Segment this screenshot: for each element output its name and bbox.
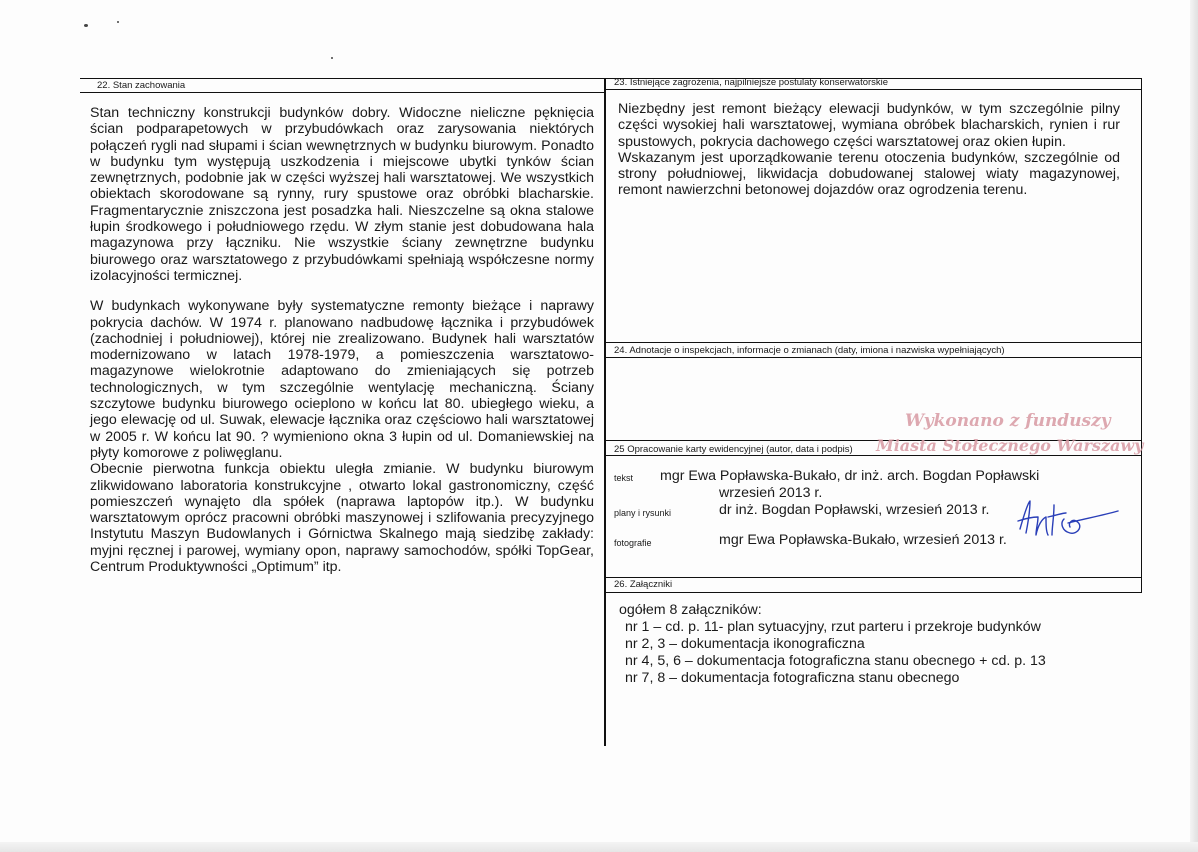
row-value-fotografie: mgr Ewa Popławska-Bukało, wrzesień 2013 r. [719, 532, 1007, 548]
scan-edge [0, 842, 1198, 852]
section23-paragraph: Wskazanym jest uporządkowanie terenu otoczenia budynków, szczególnie od strony południowej, likwidacja dobudowanej stalowej wiaty magazynowej, remont nawierzchni betonowej dojazdów oraz ogrodzenia terenu. [618, 149, 1120, 199]
section22-paragraph: Stan techniczny konstrukcji budynków dobry. Widoczne nieliczne pęknięcia ścian podparapetowych w przybudówkach oraz zarysowania niektórych połączeń rygli nad słupami i ścian wewnętrznych w budynku biurowym. Ponadto w budynku tym występują uszkodzenia i miejscowe ubytki tynków ścian zewnętrznych, podobnie jak w części wyższej hali warsztatowej. We wszystkich obiektach skorodowane są rynny, rury spustowe oraz obróbki blacharskie. Fragmentarycznie zniszczona jest posadzka hali. Nieszczelne są okna stalowe łupin środkowego i południowego rzędu. W złym stanie jest dobudowana hala magazynowa przy łączniku. Nie wszystkie ściany zewnętrzne budynku biurowego oraz warsztatowego z przybudówkami spełniają współczesne normy izolacyjności termicznej. [90, 105, 594, 284]
attachments-total: ogółem 8 załączników: [619, 602, 762, 618]
section23-paragraph: Niezbędny jest remont bieżący elewacji budynków, w tym szczególnie pilny części wysokiej hali warsztatowej, wymiana obróbek blacharskich, rynien i rur spustowych, pokrycia dachowego części warsztatowej oraz okien łupin. [618, 101, 1120, 150]
section25-header: 25 Opracowanie karty ewidencyjnej (autor, data i podpis) [614, 444, 853, 455]
section22-body [90, 105, 594, 575]
column-divider [604, 78, 606, 746]
funding-stamp-line1: Wykonano z funduszy [905, 411, 1111, 431]
attachments-list [625, 619, 1046, 687]
scan-speck [84, 24, 88, 27]
section22-paragraph: W budynkach wykonywane były systematyczne remonty bieżące i naprawy pokrycia dachów. W 1974 r. planowano nadbudowę łącznika i przybudówek (zachodniej i południowej), której nie zrealizowano. Budynek hali warsztatów modernizowano w latach 1978-1979, a pomieszczenia warsztatowo-magazynowe wielokrotnie adaptowano do zmieniających się potrzeb technologicznych, w tym szczególnie wentylację mechaniczną. Ściany szczytowe budynku biurowego ocieplono w końcu lat 80. ubiegłego wieku, a jego elewację od ul. Suwak, elewacje łącznika oraz częściowo hali warsztatowej w 2005 r. W końcu lat 90. ? wymieniono okna 3 łupin od ul. Domaniewskiej na płyty komorowe z poliwęglanu. [90, 298, 594, 461]
section26-top-line [606, 577, 1141, 578]
section26-header-line [606, 592, 1141, 593]
section24-header: 24. Adnotacje o inspekcjach, informacje o zmianach (daty, imiona i nazwiska wypełniających) [614, 345, 1005, 356]
row-label-plany: plany i rysunki [614, 508, 672, 518]
row-value-tekst: mgr Ewa Popławska-Bukało, dr inż. arch. Bogdan Popławski [660, 468, 1040, 484]
section22-header: 22. Stan zachowania [97, 80, 186, 91]
row-value-plany: dr inż. Bogdan Popławski, wrzesień 2013 r. [719, 502, 990, 518]
section23-header-line [606, 89, 1141, 90]
list-item: nr 1 – cd. p. 11- plan sytuacyjny, rzut parteru i przekroje budynków [625, 619, 1041, 635]
scan-edge [1190, 0, 1198, 852]
row-label-tekst: tekst [614, 473, 634, 483]
section24-top-line [606, 342, 1141, 343]
section23-header: 23. Istniejące zagrożenia, najpilniejsze postulaty konserwatorskie [614, 77, 889, 88]
row-label-fotografie: fotografie [614, 538, 652, 548]
section26-header: 26. Załączniki [614, 579, 673, 590]
list-item: nr 7, 8 – dokumentacja fotograficzna stanu obecnego [625, 670, 960, 686]
section22-header-line [80, 92, 604, 93]
row-value-tekst-date: wrzesień 2013 r. [719, 485, 823, 501]
section23-body [618, 101, 1120, 199]
top-border [80, 78, 1142, 79]
handwritten-signature [1014, 495, 1124, 545]
list-item: nr 2, 3 – dokumentacja ikonograficzna [625, 636, 865, 652]
funding-stamp-line2: Miasta Stołecznego Warszawy [876, 436, 1144, 455]
list-item: nr 4, 5, 6 – dokumentacja fotograficzna stanu obecnego + cd. p. 13 [625, 653, 1046, 669]
scan-speck [117, 21, 119, 23]
section22-paragraph: Obecnie pierwotna funkcja obiektu uległa zmianie. W budynku biurowym zlikwidowano laboratoria konstrukcyjne , otwarto lokal gastronomiczny, część pomieszczeń wynajęto dla spółek (naprawa laptopów itp.). W budynku warsztatowym oprócz pracowni obróbki maszynowej i szlifowania precyzyjnego Instytutu Maszyn Budowlanych i Górnictwa Skalnego mają siedzibę zakłady: myjni ręcznej i parowej, wymiany opon, naprawy samochodów, spółki TopGear, Centrum Produktywności „Optimum” itp. [90, 461, 594, 576]
scan-speck [331, 57, 333, 59]
right-border [1141, 78, 1142, 593]
section24-header-line [606, 357, 1141, 358]
